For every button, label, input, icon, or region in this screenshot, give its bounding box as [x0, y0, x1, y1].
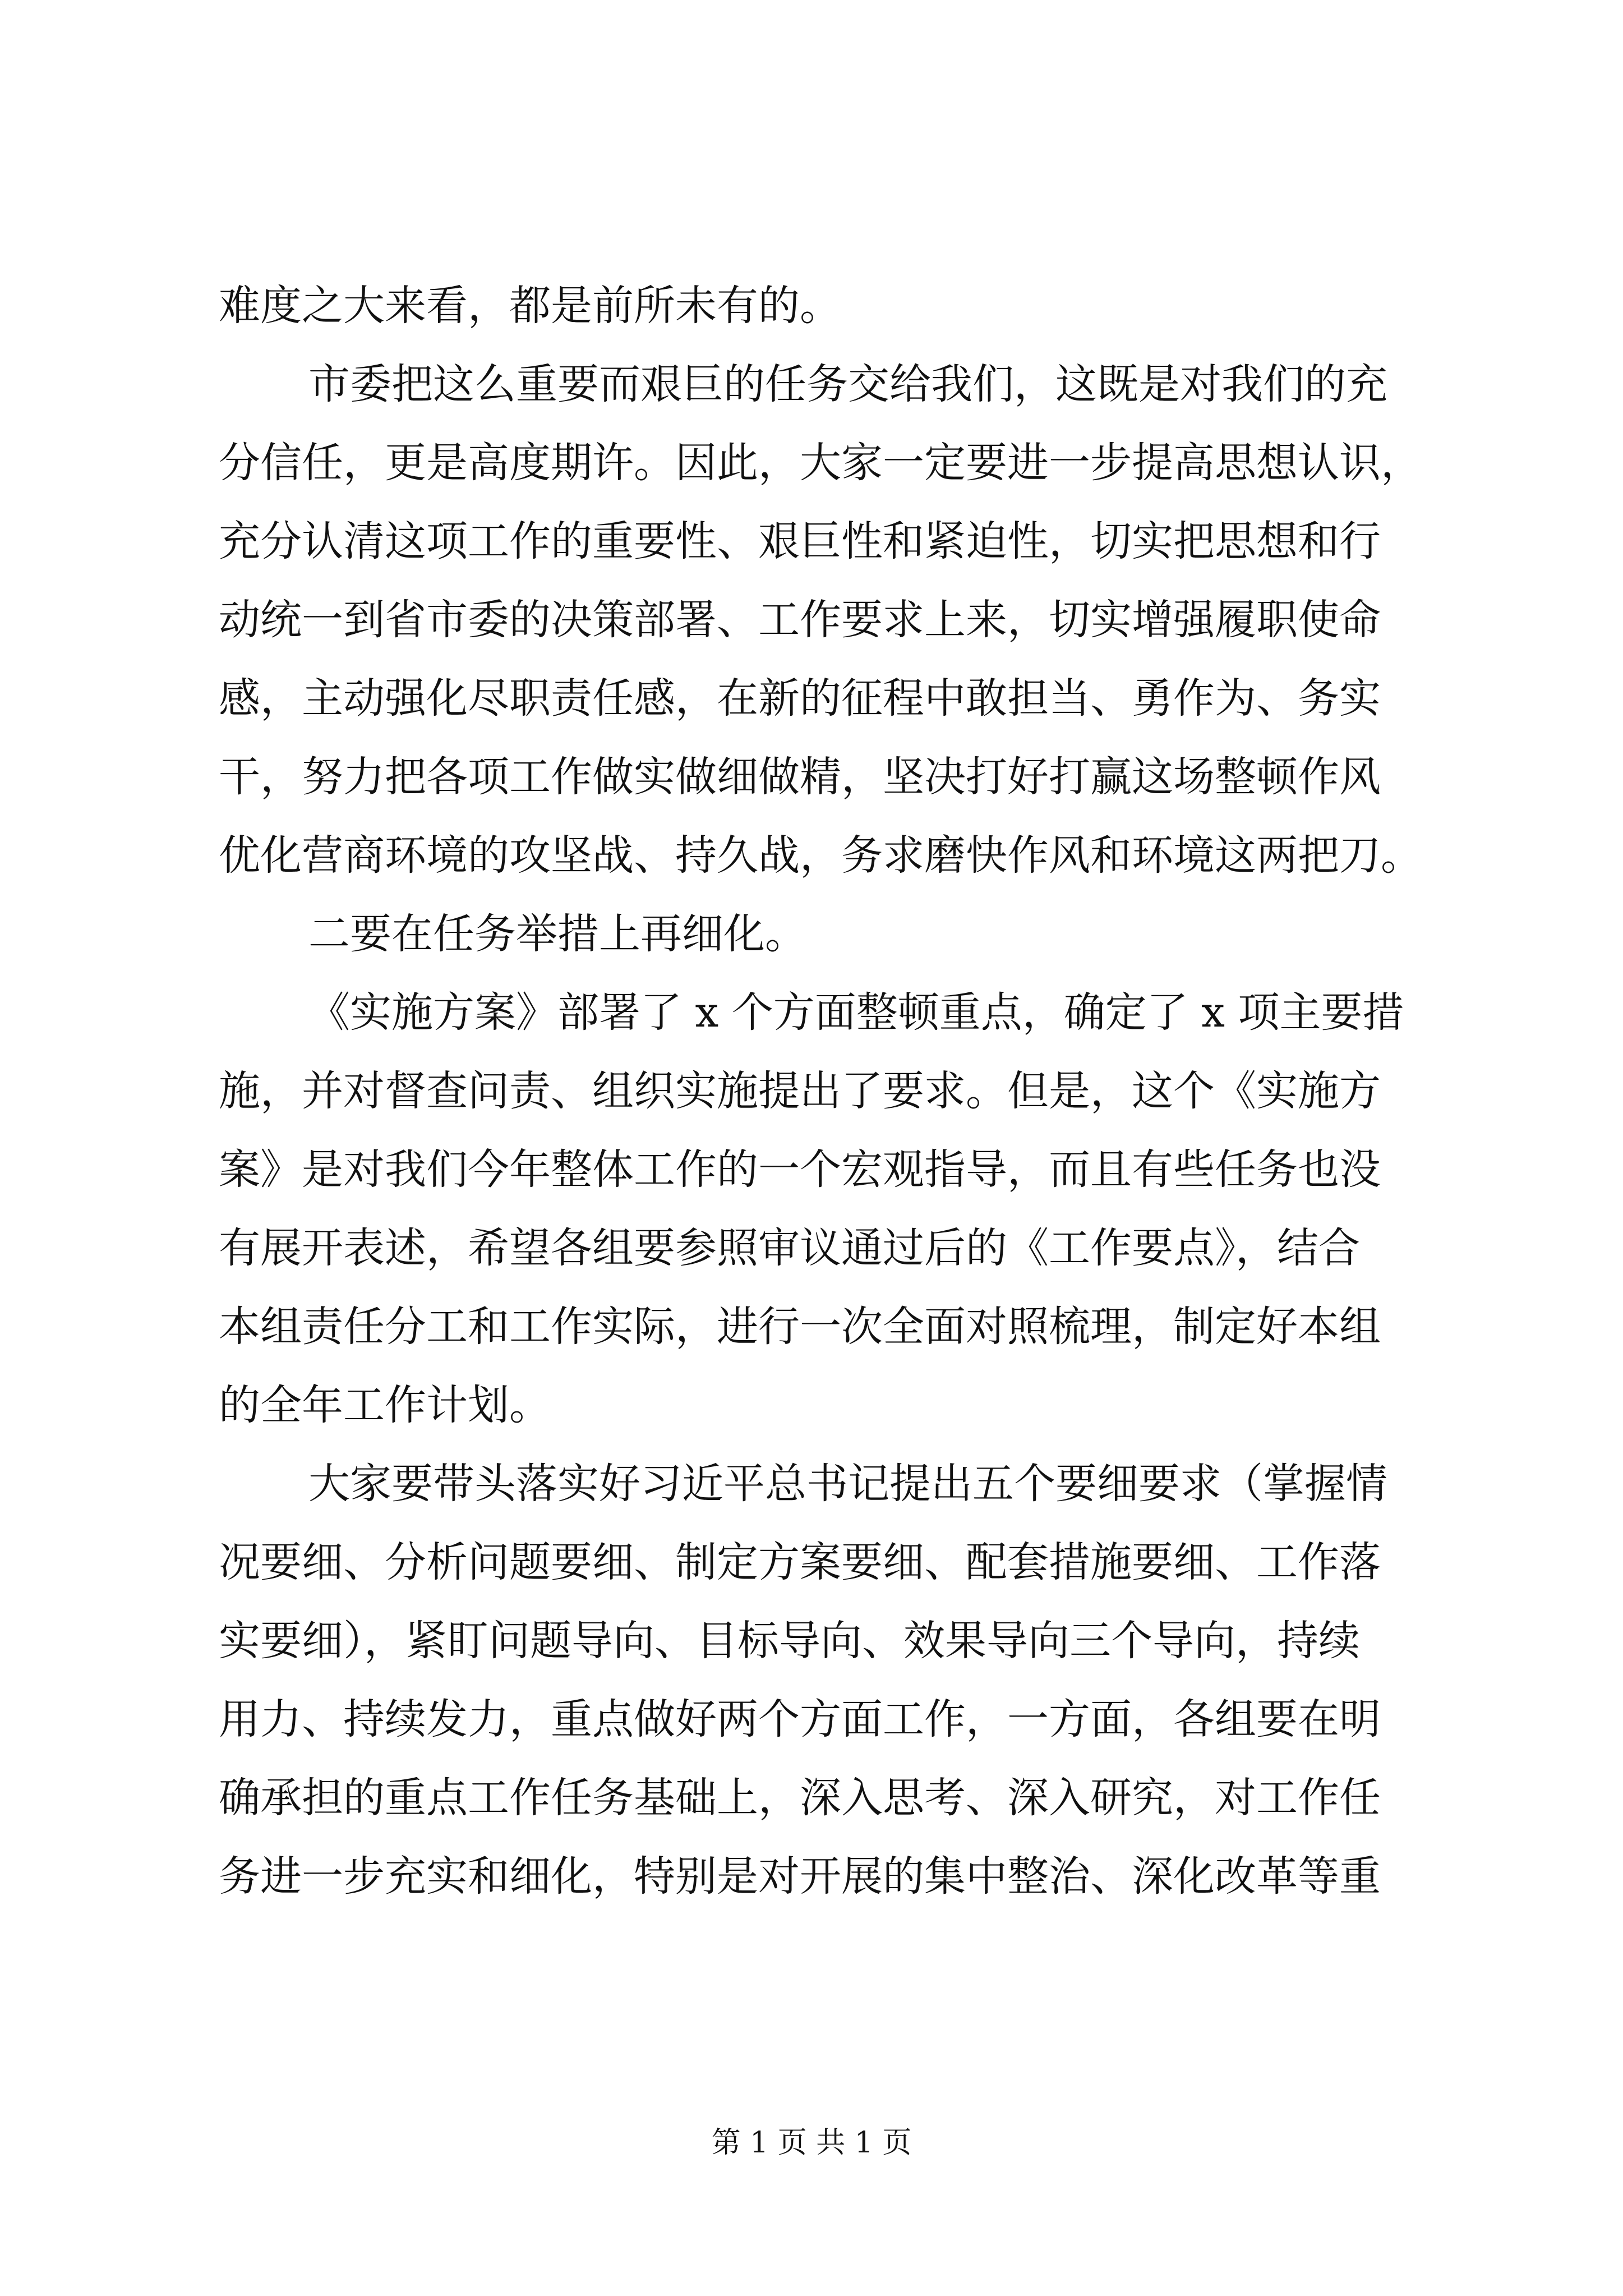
paragraph-5: 大家要带头落实好习近平总书记提出五个要细要求（掌握情 况要细、分析问题要细、制定方案要细、配套措施要细、工作落 实要细），紧盯问题导向、目标导向、效果导向三个导向，持续 用力、持续发力，重点做好两个方面工作，一方面，各组要在明 确承担的重点工作任务基础上，深入思考、深入研究，对工作任 务进一步充实和细化，特别是对开展的集中整治、深化改革等重 — [219, 1460, 1387, 1901]
paragraph-2: 市委把这么重要而艰巨的任务交给我们，这既是对我们的充 分信任，更是高度期许。因此，大家一定要进一步提高思想认识， 充分认清这项工作的重要性、艰巨性和紧迫性，切实把思想和行 动统一到省市委的决策部署、工作要求上来，切实增强履职使命 感，主动强化尽职责任感，在新的征程中敢担当、勇作为、务实 干，努力把各项工作做实做细做精，坚决打好打赢这场整顿作风 优化营商环境的攻坚战、持久战，务求磨快作风和环境这两把刀。 — [219, 360, 1422, 880]
paragraph-3-heading: 二要在任务举措上再细化。 — [308, 910, 806, 958]
paragraph-4: 《实施方案》部署了 x 个方面整顿重点，确定了 x 项主要措 施，并对督查问责、组织实施提出了要求。但是，这个《实施方 案》是对我们今年整体工作的一个宏观指导，而且有些任务也没 有展开表述，希望各组要参照审议通过后的《工作要点》，结合 本组责任分工和工作实际，进行一次全面对照梳理，制定好本组 的全年工作计划。 — [219, 988, 1404, 1429]
page-footer: 第 1 页 共 1 页 — [711, 2126, 912, 2160]
paragraph-1: 难度之大来看，都是前所未有的。 — [219, 282, 841, 330]
document-body — [219, 266, 1424, 1916]
